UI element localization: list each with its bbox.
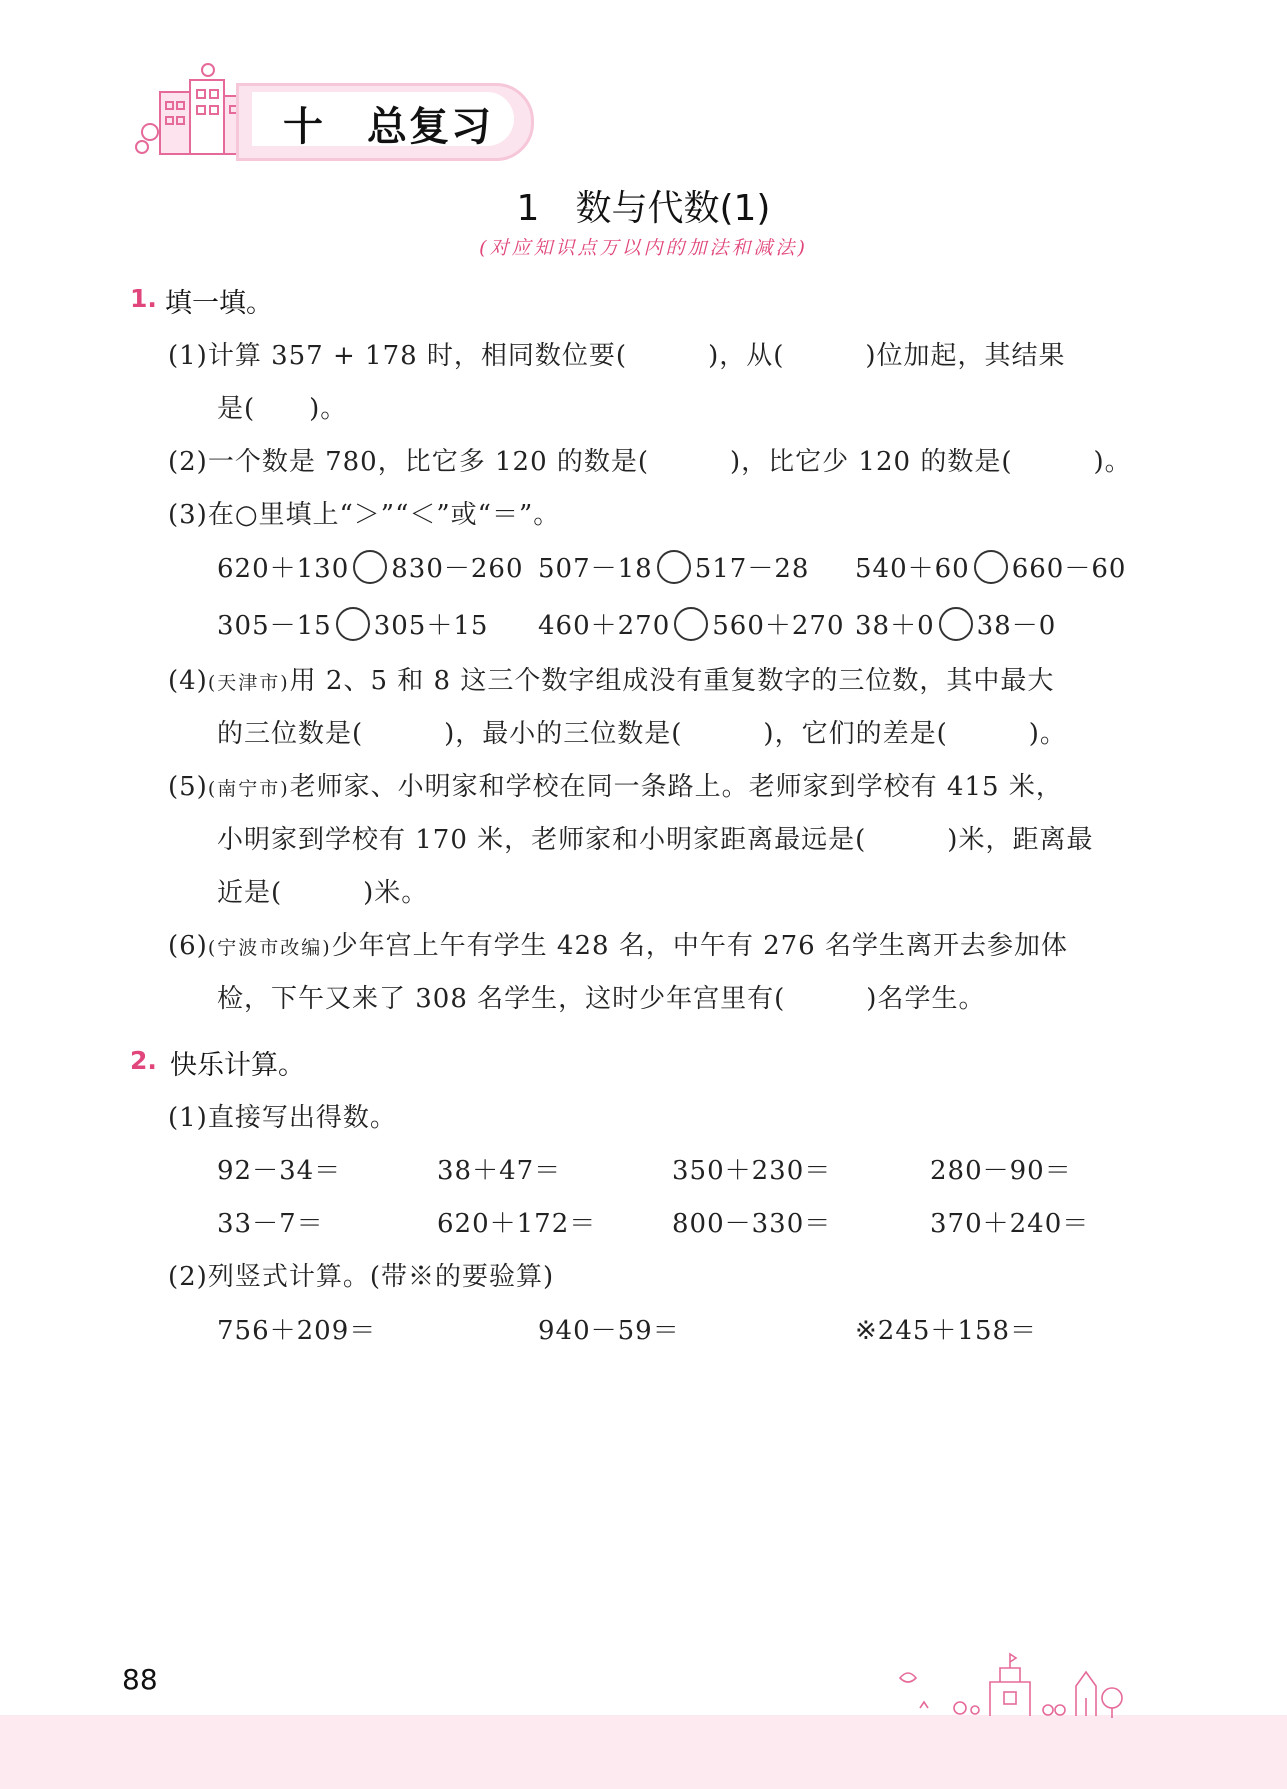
q1-part6-line1: (6)(宁波市改编)少年宫上午有学生 428 名，中午有 276 名学生离开去参加体 [168,931,1068,961]
vertical-calc-item: ※245＋158＝ [855,1316,1038,1346]
compare-item: 620＋130 830－260 [217,548,524,585]
vertical-calc-item: 940－59＝ [538,1316,680,1346]
q1-part4-line1: (4)(天津市)用 2、5 和 8 这三个数字组成没有重复数字的三位数，其中最大 [168,666,1055,696]
q2-part2: (2)列竖式计算。(带※的要验算) [168,1262,555,1292]
direct-calc-item: 620＋172＝ [437,1209,597,1239]
q1-part4-line2: 的三位数是( )，最小的三位数是( )，它们的差是( )。 [217,719,1067,749]
direct-calc-item: 33－7＝ [217,1209,324,1239]
q1-part6-line2: 检，下午又来了 308 名学生，这时少年宫里有( )名学生。 [217,984,986,1014]
castle-illustration-icon [880,1648,1170,1718]
source-tag: (南宁市) [207,778,290,800]
direct-calc-item: 38＋47＝ [437,1156,562,1186]
answer-circle[interactable] [939,607,973,641]
source-tag: (宁波市改编) [207,937,332,959]
direct-calc-item: 280－90＝ [930,1156,1072,1186]
q1-part5-line3: 近是( )米。 [217,878,429,908]
answer-circle[interactable] [974,550,1008,584]
section-subtitle: (对应知识点万以内的加法和减法) [479,237,808,259]
footer-band [0,1715,1287,1789]
compare-item: 507－18 517－28 [538,548,809,585]
chapter-title: 十 总复习 [283,104,493,150]
section-title: 1 数与代数(1) [516,188,771,229]
answer-circle[interactable] [657,550,691,584]
direct-calc-item: 350＋230＝ [672,1156,832,1186]
question-2-number: 2. [130,1046,157,1075]
q2-part1: (1)直接写出得数。 [168,1103,397,1133]
q1-part5-line2: 小明家到学校有 170 米，老师家和小明家距离最远是( )米，距离最 [217,825,1094,855]
q1-part1-line1: (1)计算 357 + 178 时，相同数位要( )，从( )位加起，其结果 [168,341,1066,371]
direct-calc-item: 370＋240＝ [930,1209,1090,1239]
question-1-title: 填一填。 [165,288,273,319]
answer-circle[interactable] [674,607,708,641]
direct-calc-item: 92－34＝ [217,1156,342,1186]
q1-part1-line2: 是( )。 [217,394,348,424]
compare-item: 540＋60 660－60 [855,548,1126,585]
compare-item: 460＋270 560＋270 [538,605,845,642]
direct-calc-item: 800－330＝ [672,1209,832,1239]
q1-part2-line1: (2)一个数是 780，比它多 120 的数是( )，比它少 120 的数是( )。 [168,447,1132,477]
question-2-title: 快乐计算。 [170,1050,305,1081]
vertical-calc-item: 756＋209＝ [217,1316,377,1346]
question-1-number: 1. [130,284,157,313]
page-number: 88 [122,1663,158,1696]
answer-circle[interactable] [336,607,370,641]
q1-part3-line1: (3)在○里填上“＞”“＜”或“＝”。 [168,500,561,530]
answer-circle[interactable] [353,550,387,584]
source-tag: (天津市) [207,672,290,694]
q1-part5-line1: (5)(南宁市)老师家、小明家和学校在同一条路上。老师家到学校有 415 米， [168,772,1063,802]
compare-item: 38＋0 38－0 [855,605,1056,642]
compare-item: 305－15 305＋15 [217,605,488,642]
